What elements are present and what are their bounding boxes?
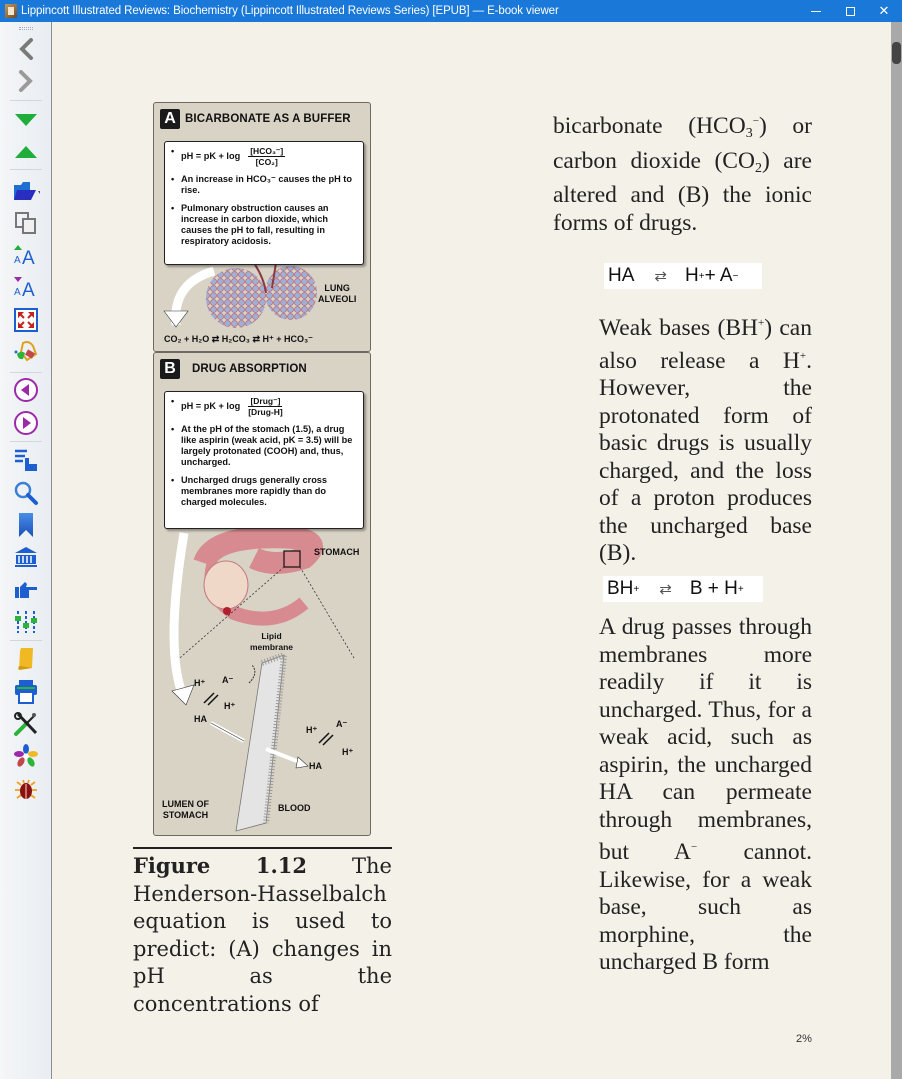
panel-b-notes — [164, 391, 364, 529]
copy-button[interactable] — [12, 210, 40, 236]
green-down-arrow-icon — [14, 113, 38, 127]
minimize-button[interactable] — [798, 0, 834, 22]
equation-fraction — [248, 396, 282, 417]
fraction-denominator: [CO₂] — [255, 157, 278, 167]
fraction-numerator: [Drug⁻] — [250, 396, 281, 406]
folder-open-icon — [12, 179, 40, 203]
toc-icon — [13, 448, 39, 472]
toolbar-grip[interactable] — [19, 27, 33, 30]
printer-icon — [13, 679, 39, 705]
green-up-arrow-icon — [14, 145, 38, 159]
h-plus-label: H⁺ — [224, 701, 236, 711]
toolbar — [0, 22, 52, 1079]
decrease-font-button[interactable] — [12, 274, 40, 300]
vertical-scrollbar[interactable] — [891, 22, 902, 1079]
minimize-icon — [811, 11, 821, 12]
h-plus-label: H⁺ — [306, 725, 318, 735]
figure-1-12 — [153, 102, 371, 836]
copy-icon — [14, 211, 38, 235]
bullet-text: An increase in HCO₃⁻ causes the pH to rise. — [181, 174, 352, 195]
blood-label: BLOOD — [278, 803, 311, 813]
debug-button[interactable] — [12, 776, 40, 802]
equation-prefix: pH = pK + log — [181, 400, 241, 411]
panel-a — [153, 102, 371, 352]
table-of-contents-button[interactable] — [12, 447, 40, 473]
open-ebook-button[interactable] — [12, 178, 40, 204]
panel-a-bullet: • pH = pK + log $\frac{\text{[HCO₃⁻]}}{\text{[CO₂]}}$ — [171, 146, 284, 167]
paragraph-3: A drug passes through membranes more readily if it is uncharged. Thus, for a weak acid, such as aspirin, the uncharged HA can permeate through membranes, but A− cannot. Likewise, for a weak base, such as morphine, the uncharged B form — [599, 614, 812, 975]
panel-b — [153, 352, 371, 836]
previous-page-button[interactable] — [12, 139, 40, 165]
search-icon — [13, 480, 39, 506]
full-screen-button[interactable] — [12, 307, 40, 333]
toolbar-separator — [10, 100, 42, 101]
ha-label: HA — [194, 714, 207, 724]
scrollbar-thumb[interactable] — [892, 42, 901, 64]
panel-a-title: BICARBONATE AS A BUFFER — [185, 113, 351, 125]
maximize-icon — [846, 7, 855, 16]
fullscreen-icon — [14, 308, 38, 332]
back-button[interactable] — [12, 36, 40, 62]
bullet-text: At the pH of the stomach (1.5), a drug like aspirin (weak acid, pK = 3.5) will be largely protonated (COOH) and, thus, uncharged. — [181, 424, 353, 467]
previous-chapter-button[interactable] — [12, 377, 40, 403]
print-button[interactable] — [12, 679, 40, 705]
font-smaller-icon — [12, 275, 40, 299]
tools-icon — [13, 711, 39, 737]
ha-label: HA — [309, 761, 322, 771]
title-bar — [0, 0, 902, 22]
window-title: Lippincott Illustrated Reviews: Biochemistry (Lippincott Illustrated Reviews Series) [EPUB] — E-book viewer — [21, 5, 559, 17]
panel-b-bullet: • pH = pK + log $\frac{\text{[Drug⁻]}}{\text{[Drug-H]}}$ — [171, 396, 283, 417]
reading-progress: 2% — [796, 1033, 812, 1045]
panel-a-bullet: • An increase in HCO₃⁻ causes the pH to rise. — [171, 174, 357, 196]
sliders-icon — [13, 609, 39, 635]
panel-a-bullet: • Pulmonary obstruction causes an increase in carbon dioxide, which causes the pH to fall, resulting in respiratory acidosis. — [171, 203, 357, 247]
svg-text:A: A — [22, 280, 35, 299]
panel-b-title: DRUG ABSORPTION — [192, 363, 307, 375]
panel-b-header — [160, 359, 307, 379]
bookmarks-button[interactable] — [12, 512, 40, 538]
bookmark-icon — [16, 512, 36, 538]
toolbar-separator — [10, 169, 42, 170]
search-button[interactable] — [12, 480, 40, 506]
svg-text:A: A — [22, 248, 35, 267]
toolbar-separator — [10, 640, 42, 641]
next-page-button[interactable] — [12, 107, 40, 133]
toolbar-separator — [10, 441, 42, 442]
reference-mode-button[interactable] — [12, 544, 40, 570]
paragraph-2: Weak bases (BH+) can also release a H+. However, the protonated form of basic drugs is usually charged, and the loss of a proton produces the uncharged base (B). — [599, 315, 812, 566]
a-minus-label: A⁻ — [336, 719, 348, 729]
panel-a-notes — [164, 141, 364, 265]
circle-left-icon — [13, 377, 39, 403]
next-chapter-button[interactable] — [12, 410, 40, 436]
circle-right-icon — [13, 410, 39, 436]
forward-button[interactable] — [12, 68, 40, 94]
scroll-icon — [15, 646, 37, 672]
chevron-left-icon — [17, 38, 35, 60]
bullet-text: Pulmonary obstruction causes an increase in carbon dioxide, which causes the pH to fall, resulting in respiratory acidosis. — [181, 203, 329, 246]
app-icon — [5, 4, 17, 18]
library-icon — [13, 545, 39, 569]
preferences-button[interactable] — [12, 609, 40, 635]
lipid-membrane-label: Lipid membrane — [250, 631, 293, 652]
paint-icon — [13, 340, 39, 364]
close-icon: ✕ — [878, 3, 890, 18]
h-plus-label: H⁺ — [194, 678, 206, 688]
bicarbonate-reaction: CO₂ + H₂O ⇄ H₂CO₃ ⇄ H⁺ + HCO₃⁻ — [164, 334, 313, 344]
svg-text:A: A — [14, 255, 21, 266]
panel-b-badge: B — [160, 359, 180, 379]
theme-button[interactable] — [12, 339, 40, 365]
bug-icon — [13, 776, 39, 802]
color-flower-icon — [13, 743, 39, 769]
lung-alveoli-label: LUNG ALVEOLI — [318, 283, 357, 304]
panel-b-bullet: • Uncharged drugs generally cross membranes more rapidly than do charged molecules. — [171, 475, 357, 508]
paragraph-1: bicarbonate $(HCO_3^-)$ or carbon dioxide $(CO_2)$ are altered and (B) the ionic forms of drugs. — [553, 113, 812, 236]
a-minus-label: A⁻ — [222, 675, 234, 685]
panel-b-bullet: • At the pH of the stomach (1.5), a drug like aspirin (weak acid, pK = 3.5) will be largely protonated (COOH) and, thus, uncharged. — [171, 424, 357, 468]
close-button[interactable] — [866, 0, 902, 22]
caption-rule — [133, 847, 392, 849]
toolbar-separator — [10, 372, 42, 373]
fraction-numerator: [HCO₃⁻] — [250, 146, 284, 156]
panel-a-badge: A — [160, 109, 180, 129]
pointing-hand-icon — [13, 579, 39, 601]
lumen-of-stomach-label: LUMEN OF STOMACH — [162, 799, 209, 820]
h-plus-label: H⁺ — [342, 747, 354, 757]
equation-fraction — [248, 146, 285, 167]
svg-text:A: A — [14, 287, 21, 298]
lookup-button[interactable] — [12, 577, 40, 603]
equation-prefix: pH = pK + log — [181, 150, 241, 161]
metadata-button[interactable] — [12, 646, 40, 672]
increase-font-button[interactable] — [12, 242, 40, 268]
caption-text: The Henderson-Hasselbalch equation is used to predict: (A) changes in pH as the concentrations of — [133, 854, 392, 1016]
colors-button[interactable] — [12, 743, 40, 769]
base-equilibrium-equation: BH + ⇄ B + H + — [603, 576, 763, 602]
tools-button[interactable] — [12, 711, 40, 737]
acid-equilibrium-equation: HA ⇄ H + + A − — [604, 263, 762, 289]
equilibrium-arrow-icon: ⇄ — [659, 581, 672, 598]
chevron-right-icon — [17, 70, 35, 92]
bullet-text: Uncharged drugs generally cross membranes more rapidly than do charged molecules. — [181, 475, 328, 507]
font-larger-icon — [12, 243, 40, 267]
stomach-label: STOMACH — [314, 547, 360, 557]
fraction-denominator: [Drug-H] — [248, 407, 283, 417]
equilibrium-arrow-icon: ⇄ — [654, 268, 667, 285]
caption-label: Figure 1.12 — [133, 853, 308, 878]
panel-a-header — [160, 109, 351, 129]
figure-caption — [133, 852, 392, 1018]
maximize-button[interactable] — [832, 0, 868, 22]
